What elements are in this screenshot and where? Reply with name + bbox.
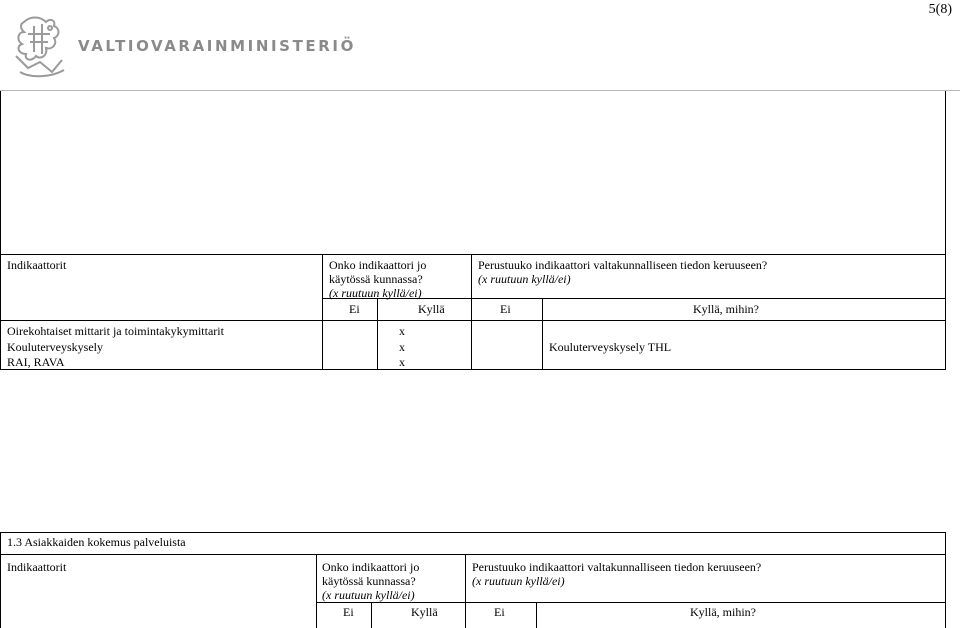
t2-header-in-use-note: (x ruutuun kyllä/ei) <box>322 588 415 602</box>
t1-header-in-use-line2: käytössä kunnassa? <box>329 272 423 286</box>
t2-header-national: Perustuuko indikaattori valtakunnalliseen tiedon keruuseen? <box>472 560 762 574</box>
t2-subheader-ei-1: Ei <box>343 605 354 619</box>
ministry-logo-text: VALTIOVARAINMINISTERIÖ <box>78 37 356 55</box>
t1-row-indicator: Kouluterveyskysely <box>7 340 103 354</box>
t2-header-indicators: Indikaattorit <box>7 560 67 574</box>
t1-subheader-kylla-1: Kyllä <box>418 302 445 316</box>
t1-national-source: Kouluterveyskysely THL <box>549 340 672 354</box>
t2-subheader-kylla-1: Kyllä <box>411 605 438 619</box>
page-number: 5(8) <box>928 2 952 17</box>
t1-row-indicator: Oirekohtaiset mittarit ja toimintakykymittarit <box>7 324 224 338</box>
t1-row-kylla-mark: x <box>399 355 405 369</box>
t2-subheader-kylla-mihin: Kyllä, mihin? <box>690 605 756 619</box>
t1-header-in-use-line1: Onko indikaattori jo <box>329 258 427 272</box>
header-divider <box>0 90 960 91</box>
t1-row-indicator: RAI, RAVA <box>7 355 65 369</box>
t1-header-national-note: (x ruutuun kyllä/ei) <box>478 272 571 286</box>
t1-header-indicators: Indikaattorit <box>7 258 67 272</box>
section-heading-1-3: 1.3 Asiakkaiden kokemus palveluista <box>7 535 186 549</box>
t1-row-kylla-mark: x <box>399 324 405 338</box>
t2-header-national-note: (x ruutuun kyllä/ei) <box>472 574 565 588</box>
t2-header-in-use-line2: käytössä kunnassa? <box>322 574 416 588</box>
t1-subheader-ei-2: Ei <box>500 302 511 316</box>
t1-header-national: Perustuuko indikaattori valtakunnalliseen tiedon keruuseen? <box>478 258 768 272</box>
lion-logo-icon <box>10 12 74 86</box>
t1-subheader-kylla-mihin: Kyllä, mihin? <box>693 302 759 316</box>
t2-subheader-ei-2: Ei <box>494 605 505 619</box>
t1-row-kylla-mark: x <box>399 340 405 354</box>
t1-subheader-ei-1: Ei <box>349 302 360 316</box>
t1-header-in-use-note: (x ruutuun kyllä/ei) <box>329 286 422 300</box>
t2-header-in-use-line1: Onko indikaattori jo <box>322 560 420 574</box>
